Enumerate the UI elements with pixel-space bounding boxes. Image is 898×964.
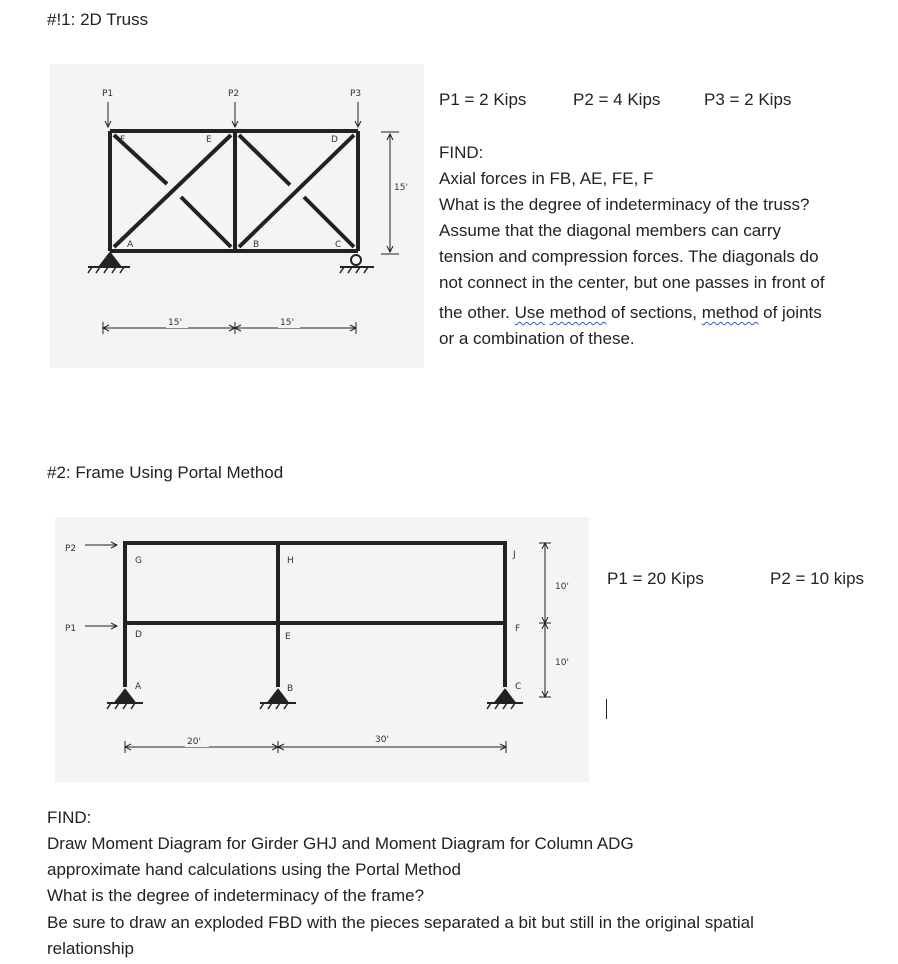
frame-dim-right: 30' (375, 735, 389, 745)
frame-figure (55, 517, 589, 782)
problem1-line-5: not connect in the center, but one passes in front of (439, 273, 825, 292)
truss-load-p3: P3 = 2 Kips (704, 90, 792, 109)
truss-node-f: F (120, 135, 126, 145)
problem1-line-7: or a combination of these. (439, 329, 635, 348)
line6-post: of joints (758, 303, 822, 322)
problem2-line-5: relationship (47, 939, 134, 958)
truss-dim-span-right: 15' (280, 318, 294, 328)
truss-dim-height: 15' (394, 183, 408, 193)
truss-dim-span-left: 15' (168, 318, 182, 328)
frame-node-j: J (513, 550, 516, 560)
truss-load-label-p1: P1 (102, 89, 114, 99)
spellcheck-use: Use (514, 303, 545, 322)
frame-node-e: E (285, 632, 291, 642)
frame-load-label-p1: P1 (65, 624, 77, 634)
truss-load-p1: P1 = 2 Kips (439, 90, 527, 109)
truss-node-e: E (206, 135, 212, 145)
truss-load-p2: P2 = 4 Kips (573, 90, 661, 109)
frame-node-b: B (287, 684, 294, 694)
problem1-find-label: FIND: (439, 143, 484, 162)
frame-dim-left: 20' (187, 737, 201, 747)
problem2-find-label: FIND: (47, 808, 92, 827)
truss-node-d: D (331, 135, 338, 145)
frame-node-c: C (515, 682, 522, 692)
problem1-line-6 (439, 300, 822, 326)
line6-pre: the other. (439, 303, 515, 322)
text-cursor[interactable] (606, 699, 607, 719)
problem2-line-2: approximate hand calculations using the Portal Method (47, 860, 461, 879)
truss-figure (50, 64, 424, 368)
problem1-line-1: Axial forces in FB, AE, FE, F (439, 169, 654, 188)
frame-node-f: F (515, 624, 521, 634)
spellcheck-method-2: method (701, 303, 759, 322)
frame-node-h: H (287, 556, 294, 566)
truss-load-label-p2: P2 (228, 89, 240, 99)
frame-dim-upper: 10' (555, 582, 569, 592)
problem2-line-4: Be sure to draw an exploded FBD with the pieces separated a bit but still in the original spatial (47, 913, 754, 932)
frame-load-p1: P1 = 20 Kips (607, 569, 704, 588)
truss-load-label-p3: P3 (350, 89, 362, 99)
frame-node-a: A (135, 682, 142, 692)
problem2-line-1: Draw Moment Diagram for Girder GHJ and Moment Diagram for Column ADG (47, 834, 634, 853)
truss-node-a: A (127, 240, 134, 250)
frame-node-d: D (135, 630, 142, 640)
problem1-line-2: What is the degree of indeterminacy of the truss? (439, 195, 810, 214)
frame-load-p2: P2 = 10 kips (770, 569, 865, 588)
problem2-title: #2: Frame Using Portal Method (47, 463, 284, 482)
problem1-title: #!1: 2D Truss (47, 10, 149, 29)
truss-node-b: B (253, 240, 260, 250)
spellcheck-method-1: method (549, 303, 607, 322)
frame-load-label-p2: P2 (65, 544, 77, 554)
problem1-line-4: tension and compression forces. The diagonals do (439, 247, 819, 266)
problem1-line-3: Assume that the diagonal members can carry (439, 221, 782, 240)
frame-dim-lower: 10' (555, 658, 569, 668)
line6-mid: of sections, (606, 303, 702, 322)
problem2-line-3: What is the degree of indeterminacy of the frame? (47, 886, 425, 905)
truss-node-c: C (335, 240, 342, 250)
frame-node-g: G (135, 556, 142, 566)
